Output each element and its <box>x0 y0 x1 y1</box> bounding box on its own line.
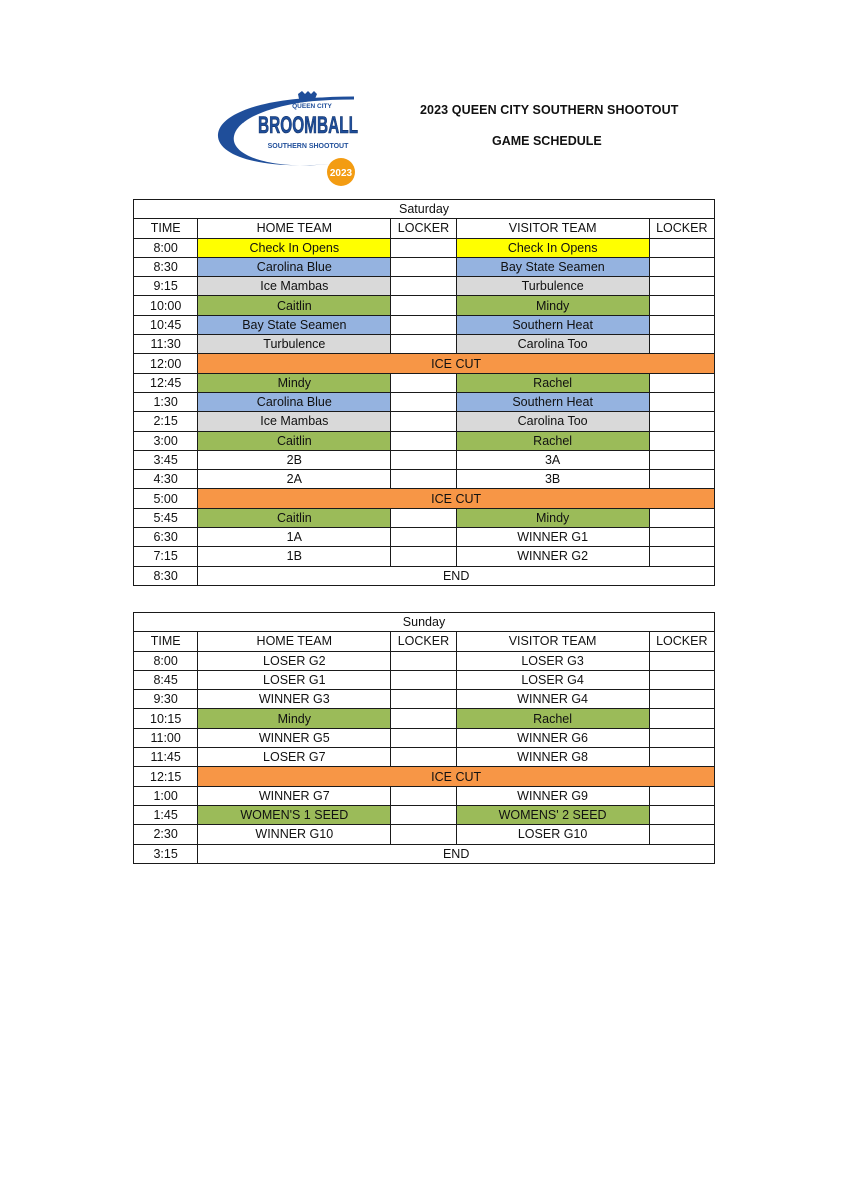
visitor-team: Southern Heat <box>456 392 649 411</box>
schedule-row <box>134 412 715 431</box>
game-time: 8:30 <box>134 257 198 276</box>
home-locker <box>391 296 456 315</box>
crown-icon <box>298 91 317 99</box>
home-locker <box>391 470 456 489</box>
visitor-team: Mindy <box>456 296 649 315</box>
visitor-locker <box>649 335 714 354</box>
visitor-locker <box>649 748 714 767</box>
schedule-row <box>134 728 715 747</box>
home-locker <box>391 508 456 527</box>
schedule-row <box>134 709 715 728</box>
visitor-team: WINNER G6 <box>456 728 649 747</box>
day-header-row <box>134 200 715 219</box>
game-time: 1:45 <box>134 805 198 824</box>
schedule-row <box>134 335 715 354</box>
visitor-locker <box>649 373 714 392</box>
schedule-row <box>134 786 715 805</box>
logo-sub-text: SOUTHERN SHOOTOUT <box>267 143 349 150</box>
schedule-row <box>134 392 715 411</box>
visitor-team: Rachel <box>456 373 649 392</box>
home-locker <box>391 748 456 767</box>
visitor-team: WINNER G4 <box>456 690 649 709</box>
home-team: Mindy <box>198 373 391 392</box>
home-locker-column-header: LOCKER <box>391 632 456 651</box>
home-locker <box>391 805 456 824</box>
home-team: Ice Mambas <box>198 412 391 431</box>
visitor-team: Carolina Too <box>456 412 649 431</box>
schedule-row <box>134 670 715 689</box>
day-header-row <box>134 613 715 632</box>
game-time: 8:45 <box>134 670 198 689</box>
home-locker <box>391 238 456 257</box>
visitor-locker <box>649 709 714 728</box>
visitor-team: Carolina Too <box>456 335 649 354</box>
schedule-row <box>134 315 715 334</box>
home-team-column-header: HOME TEAM <box>198 632 391 651</box>
home-team: 1A <box>198 528 391 547</box>
home-locker <box>391 547 456 566</box>
schedule-row <box>134 450 715 469</box>
schedule-row <box>134 566 715 585</box>
visitor-locker <box>649 238 714 257</box>
visitor-locker <box>649 651 714 670</box>
home-team: WINNER G5 <box>198 728 391 747</box>
logo-year-text: 2023 <box>329 168 353 179</box>
game-time: 5:45 <box>134 508 198 527</box>
end-marker: END <box>198 844 715 863</box>
home-locker <box>391 412 456 431</box>
game-time: 8:00 <box>134 651 198 670</box>
visitor-team: Rachel <box>456 431 649 450</box>
schedule-row <box>134 354 715 373</box>
game-time: 4:30 <box>134 470 198 489</box>
ice-cut-band: ICE CUT <box>198 489 715 508</box>
home-team: 1B <box>198 547 391 566</box>
schedule-row <box>134 508 715 527</box>
visitor-locker <box>649 470 714 489</box>
column-header-row <box>134 219 715 238</box>
visitor-locker <box>649 508 714 527</box>
home-team: 2A <box>198 470 391 489</box>
schedule-row <box>134 489 715 508</box>
home-team: WOMEN'S 1 SEED <box>198 805 391 824</box>
home-locker-column-header: LOCKER <box>391 219 456 238</box>
game-time: 10:00 <box>134 296 198 315</box>
home-locker <box>391 528 456 547</box>
schedule-row <box>134 748 715 767</box>
visitor-team: Turbulence <box>456 277 649 296</box>
home-team: 2B <box>198 450 391 469</box>
visitor-locker <box>649 728 714 747</box>
visitor-locker <box>649 412 714 431</box>
visitor-team: WINNER G8 <box>456 748 649 767</box>
visitor-team: Check In Opens <box>456 238 649 257</box>
visitor-locker <box>649 277 714 296</box>
home-team: LOSER G2 <box>198 651 391 670</box>
home-locker <box>391 786 456 805</box>
home-team: Caitlin <box>198 296 391 315</box>
schedule-row <box>134 470 715 489</box>
game-time: 12:45 <box>134 373 198 392</box>
visitor-team: WINNER G1 <box>456 528 649 547</box>
home-team: Turbulence <box>198 335 391 354</box>
saturday-schedule-table <box>133 199 715 586</box>
home-team: WINNER G7 <box>198 786 391 805</box>
home-locker <box>391 651 456 670</box>
home-locker <box>391 277 456 296</box>
game-time: 10:15 <box>134 709 198 728</box>
visitor-team: Rachel <box>456 709 649 728</box>
sunday-schedule-table <box>133 612 715 864</box>
schedule-row <box>134 277 715 296</box>
home-team: Check In Opens <box>198 238 391 257</box>
schedule-row <box>134 805 715 824</box>
home-locker <box>391 690 456 709</box>
home-team: LOSER G1 <box>198 670 391 689</box>
game-time: 10:45 <box>134 315 198 334</box>
visitor-team: Bay State Seamen <box>456 257 649 276</box>
time-column-header: TIME <box>134 632 198 651</box>
game-time: 9:15 <box>134 277 198 296</box>
schedule-row <box>134 844 715 863</box>
visitor-locker <box>649 690 714 709</box>
home-team: WINNER G10 <box>198 825 391 844</box>
visitor-team: WOMENS' 2 SEED <box>456 805 649 824</box>
game-time: 7:15 <box>134 547 198 566</box>
home-team: Caitlin <box>198 508 391 527</box>
schedule-row <box>134 690 715 709</box>
home-team: WINNER G3 <box>198 690 391 709</box>
home-locker <box>391 315 456 334</box>
game-time: 8:30 <box>134 566 198 585</box>
schedule-row <box>134 651 715 670</box>
visitor-team: LOSER G3 <box>456 651 649 670</box>
visitor-locker <box>649 257 714 276</box>
visitor-team: LOSER G4 <box>456 670 649 689</box>
game-time: 1:00 <box>134 786 198 805</box>
logo-top-text: QUEEN CITY <box>292 103 332 110</box>
game-time: 9:30 <box>134 690 198 709</box>
visitor-team: 3A <box>456 450 649 469</box>
game-time: 11:30 <box>134 335 198 354</box>
visitor-team-column-header: VISITOR TEAM <box>456 219 649 238</box>
visitor-locker <box>649 315 714 334</box>
schedule-row <box>134 431 715 450</box>
home-team: Mindy <box>198 709 391 728</box>
home-locker <box>391 728 456 747</box>
home-team-column-header: HOME TEAM <box>198 219 391 238</box>
schedule-row <box>134 528 715 547</box>
ice-cut-band: ICE CUT <box>198 354 715 373</box>
visitor-locker <box>649 450 714 469</box>
game-time: 3:45 <box>134 450 198 469</box>
home-team: Carolina Blue <box>198 257 391 276</box>
visitor-team: WINNER G9 <box>456 786 649 805</box>
visitor-locker <box>649 547 714 566</box>
schedule-row <box>134 257 715 276</box>
home-locker <box>391 335 456 354</box>
game-time: 5:00 <box>134 489 198 508</box>
ice-cut-band: ICE CUT <box>198 767 715 786</box>
home-locker <box>391 709 456 728</box>
visitor-locker <box>649 296 714 315</box>
game-time: 2:15 <box>134 412 198 431</box>
schedule-row <box>134 547 715 566</box>
game-time: 3:00 <box>134 431 198 450</box>
visitor-locker <box>649 805 714 824</box>
schedule-subtitle: GAME SCHEDULE <box>492 134 602 148</box>
visitor-locker <box>649 825 714 844</box>
visitor-locker <box>649 670 714 689</box>
column-header-row <box>134 632 715 651</box>
visitor-locker <box>649 528 714 547</box>
home-locker <box>391 825 456 844</box>
visitor-team: LOSER G10 <box>456 825 649 844</box>
home-team: Caitlin <box>198 431 391 450</box>
home-team: Bay State Seamen <box>198 315 391 334</box>
broomball-logo <box>212 90 372 190</box>
game-time: 1:30 <box>134 392 198 411</box>
visitor-team: 3B <box>456 470 649 489</box>
visitor-locker <box>649 392 714 411</box>
schedule-row <box>134 296 715 315</box>
game-time: 2:30 <box>134 825 198 844</box>
game-time: 12:00 <box>134 354 198 373</box>
game-time: 12:15 <box>134 767 198 786</box>
game-time: 6:30 <box>134 528 198 547</box>
home-team: LOSER G7 <box>198 748 391 767</box>
home-locker <box>391 392 456 411</box>
day-title: Saturday <box>134 200 715 219</box>
schedule-row <box>134 373 715 392</box>
game-time: 11:00 <box>134 728 198 747</box>
visitor-team-column-header: VISITOR TEAM <box>456 632 649 651</box>
visitor-team: WINNER G2 <box>456 547 649 566</box>
home-locker <box>391 450 456 469</box>
home-team: Carolina Blue <box>198 392 391 411</box>
visitor-locker <box>649 431 714 450</box>
time-column-header: TIME <box>134 219 198 238</box>
visitor-locker-column-header: LOCKER <box>649 632 714 651</box>
logo-main-text: BROOMBALL <box>258 112 358 139</box>
home-locker <box>391 257 456 276</box>
home-locker <box>391 431 456 450</box>
game-time: 8:00 <box>134 238 198 257</box>
day-title: Sunday <box>134 613 715 632</box>
schedule-title: 2023 QUEEN CITY SOUTHERN SHOOTOUT <box>420 103 679 117</box>
schedule-row <box>134 238 715 257</box>
home-locker <box>391 670 456 689</box>
schedule-row <box>134 825 715 844</box>
game-time: 11:45 <box>134 748 198 767</box>
home-locker <box>391 373 456 392</box>
visitor-team: Mindy <box>456 508 649 527</box>
visitor-team: Southern Heat <box>456 315 649 334</box>
home-team: Ice Mambas <box>198 277 391 296</box>
schedule-row <box>134 767 715 786</box>
visitor-locker-column-header: LOCKER <box>649 219 714 238</box>
game-time: 3:15 <box>134 844 198 863</box>
visitor-locker <box>649 786 714 805</box>
end-marker: END <box>198 566 715 585</box>
